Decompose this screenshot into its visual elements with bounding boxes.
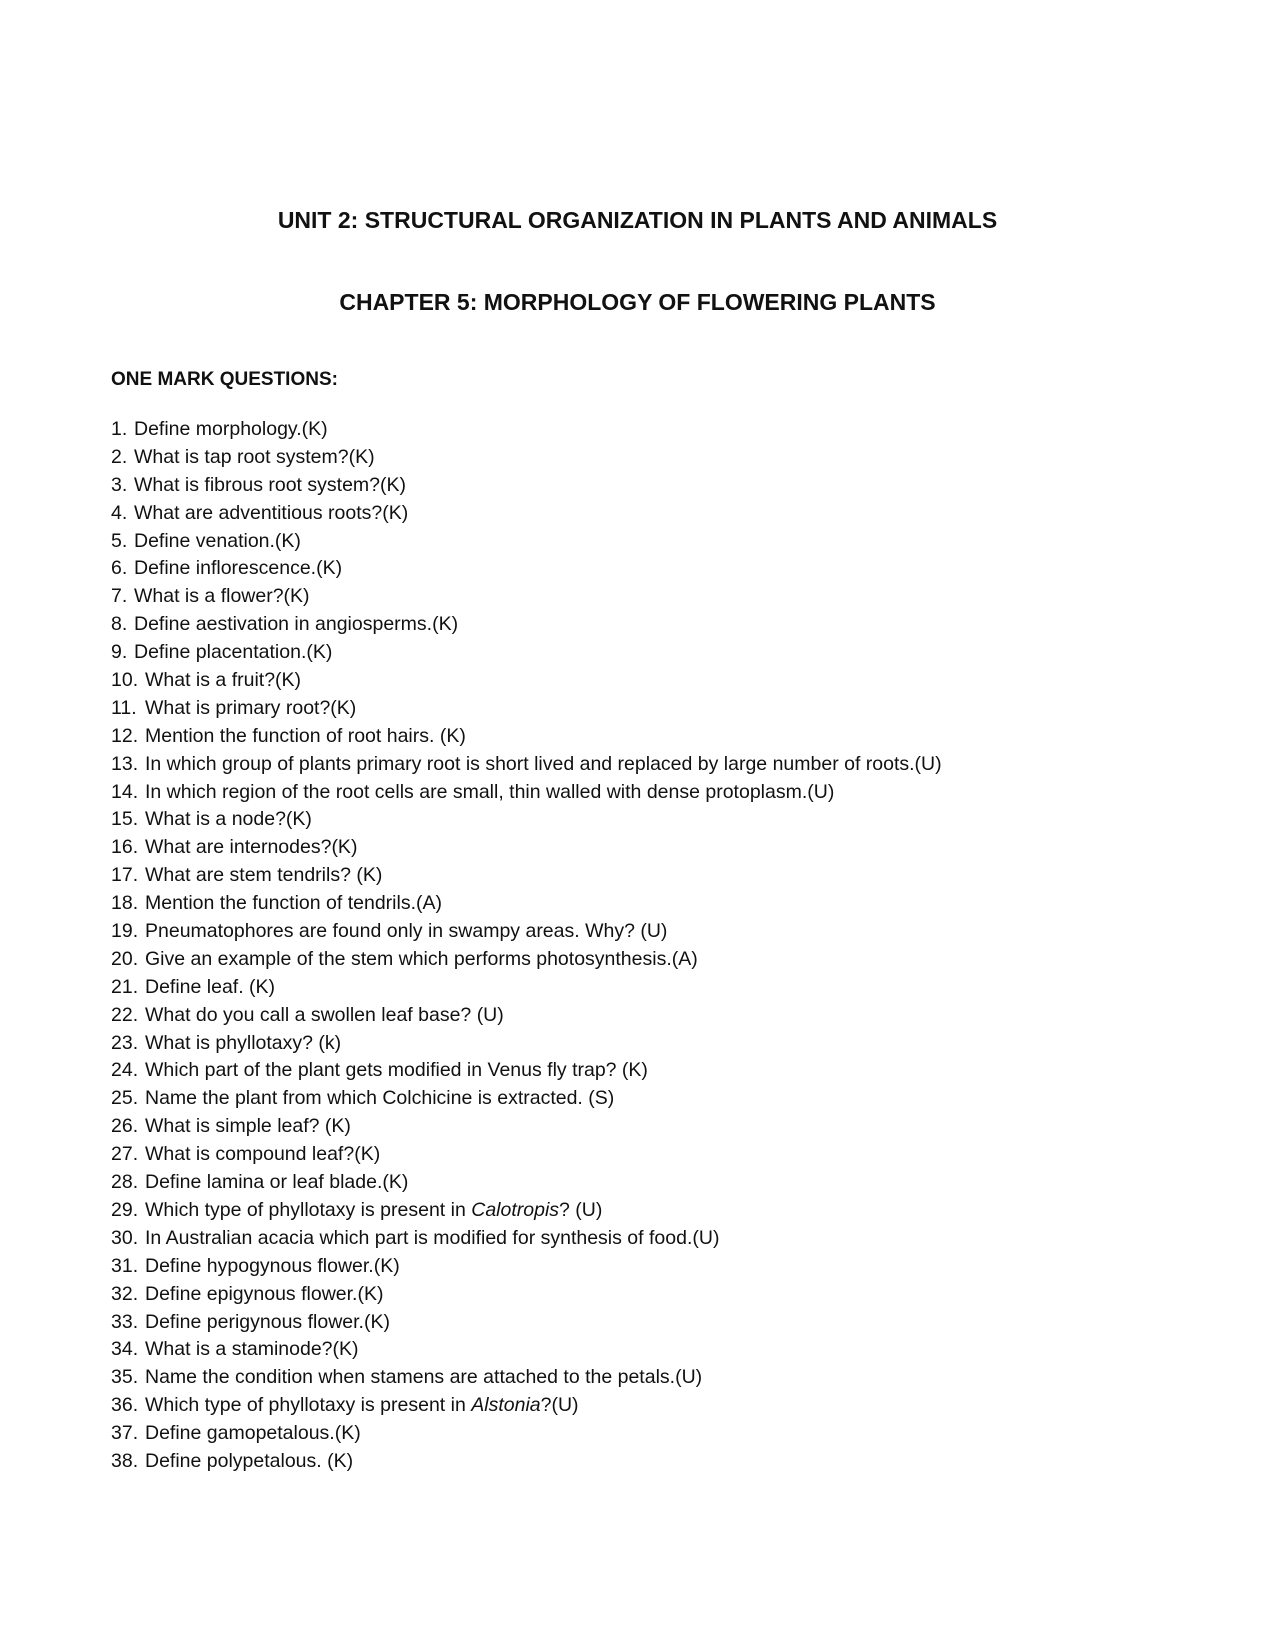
question-text-segment: Define gamopetalous.(K): [145, 1422, 361, 1445]
question-text-segment: What is phyllotaxy? (k): [145, 1031, 342, 1054]
question-item: [111, 1002, 1211, 1030]
question-item: [111, 555, 1211, 583]
question-item: [111, 1169, 1211, 1197]
question-item: [111, 1364, 1211, 1392]
question-text: [145, 1227, 719, 1249]
question-text-segment: Define leaf. (K): [145, 975, 276, 998]
question-number: 33.: [111, 1310, 139, 1333]
question-number: 13.: [111, 752, 139, 775]
question-text: [134, 641, 332, 663]
question-number: 30.: [111, 1226, 139, 1249]
question-text: [145, 1171, 408, 1193]
italic-term: Alstonia: [471, 1394, 541, 1417]
question-text: [134, 530, 301, 552]
question-text: [134, 418, 328, 440]
question-text-segment: Name the plant from which Colchicine is extracted. (S): [145, 1087, 615, 1110]
question-item: [111, 1420, 1211, 1448]
question-number: 34.: [111, 1338, 139, 1361]
question-text-segment: Name the condition when stamens are attached to the petals.(U): [145, 1366, 703, 1389]
question-text-segment: Define morphology.(K): [134, 418, 328, 440]
chapter-title: CHAPTER 5: MORPHOLOGY OF FLOWERING PLANTS: [339, 289, 936, 315]
question-item: [111, 974, 1211, 1002]
question-text: [134, 446, 375, 468]
question-number: 31.: [111, 1254, 139, 1277]
question-text: [145, 1283, 383, 1305]
question-number: 10.: [111, 669, 139, 692]
question-text-segment: What do you call a swollen leaf base? (U): [145, 1003, 504, 1026]
question-text: [145, 976, 275, 998]
question-item: [111, 1141, 1211, 1169]
question-text-segment: What is a fruit?(K): [145, 669, 302, 692]
question-text: [145, 864, 382, 886]
question-number: 29.: [111, 1198, 139, 1221]
question-text: [134, 585, 310, 607]
question-text-segment: ? (U): [559, 1198, 603, 1221]
question-text-segment: In Australian acacia which part is modified for synthesis of food.(U): [145, 1226, 720, 1249]
question-item: [111, 1225, 1211, 1253]
question-list: [111, 416, 1211, 1476]
question-text-segment: In which region of the root cells are small, thin walled with dense protoplasm.(U): [145, 780, 835, 803]
question-item: [111, 528, 1211, 556]
question-text: [145, 1422, 361, 1444]
question-text-segment: Define venation.(K): [134, 529, 301, 552]
question-text-segment: Give an example of the stem which performs photosynthesis.(A): [145, 947, 698, 970]
question-text: [145, 1450, 353, 1472]
question-item: [111, 1057, 1211, 1085]
question-text: [145, 920, 667, 942]
question-text: [145, 1311, 390, 1333]
question-text-segment: Mention the function of root hairs. (K): [145, 724, 466, 747]
question-item: [111, 611, 1211, 639]
question-text: [145, 1059, 648, 1081]
question-text: [145, 1366, 702, 1388]
question-text-segment: Define epigynous flower.(K): [145, 1282, 384, 1305]
question-text: [145, 781, 834, 803]
question-text: [145, 669, 301, 691]
question-item: [111, 472, 1211, 500]
question-item: [111, 751, 1211, 779]
question-number: 8.: [111, 613, 128, 636]
question-text-segment: ?(U): [540, 1394, 579, 1417]
question-number: 36.: [111, 1394, 139, 1417]
question-text-segment: Which type of phyllotaxy is present in: [145, 1198, 472, 1221]
question-number: 7.: [111, 585, 128, 608]
question-text-segment: What are stem tendrils? (K): [145, 864, 383, 887]
question-text: [134, 502, 408, 524]
question-item: [111, 1197, 1211, 1225]
question-number: 38.: [111, 1449, 139, 1472]
question-item: [111, 862, 1211, 890]
question-text: [145, 753, 942, 775]
question-item: [111, 723, 1211, 751]
question-item: [111, 444, 1211, 472]
question-number: 32.: [111, 1282, 139, 1305]
question-item: [111, 1253, 1211, 1281]
question-text: [145, 892, 442, 914]
question-number: 27.: [111, 1143, 139, 1166]
question-number: 20.: [111, 947, 139, 970]
question-item: [111, 667, 1211, 695]
question-number: 37.: [111, 1422, 139, 1445]
question-text-segment: Define polypetalous. (K): [145, 1449, 354, 1472]
question-text-segment: Define perigynous flower.(K): [145, 1310, 390, 1333]
question-number: 14.: [111, 780, 139, 803]
question-text-segment: What is primary root?(K): [145, 696, 357, 719]
question-text: [145, 808, 312, 830]
question-item: [111, 918, 1211, 946]
question-text: [145, 1394, 579, 1416]
question-item: [111, 1309, 1211, 1337]
question-text-segment: What is a staminode?(K): [145, 1338, 359, 1361]
question-item: [111, 1336, 1211, 1364]
question-number: 16.: [111, 836, 139, 859]
question-number: 26.: [111, 1115, 139, 1138]
question-number: 17.: [111, 864, 139, 887]
question-item: [111, 806, 1211, 834]
question-number: 24.: [111, 1059, 139, 1082]
question-text-segment: Define placentation.(K): [134, 641, 333, 664]
question-text: [145, 697, 356, 719]
question-text: [145, 725, 466, 747]
question-text: [145, 1338, 359, 1360]
question-item: [111, 583, 1211, 611]
question-item: [111, 416, 1211, 444]
question-number: 5.: [111, 529, 128, 552]
question-text-segment: Pneumatophores are found only in swampy areas. Why? (U): [145, 920, 668, 943]
question-item: [111, 1448, 1211, 1476]
question-text: [145, 1115, 351, 1137]
question-text-segment: Define inflorescence.(K): [134, 557, 343, 580]
question-number: 21.: [111, 975, 139, 998]
question-number: 11.: [111, 696, 137, 719]
question-text: [145, 1255, 400, 1277]
question-text-segment: In which group of plants primary root is short lived and replaced by large number of roots.(U): [145, 752, 942, 775]
question-text: [145, 1004, 504, 1026]
question-item: [111, 834, 1211, 862]
question-text-segment: Define lamina or leaf blade.(K): [145, 1171, 409, 1194]
italic-term: Calotropis: [471, 1198, 560, 1221]
question-number: 22.: [111, 1003, 139, 1026]
question-number: 6.: [111, 557, 128, 580]
question-item: [111, 946, 1211, 974]
unit-title: UNIT 2: STRUCTURAL ORGANIZATION IN PLANTS AND ANIMALS: [277, 207, 998, 233]
question-text-segment: Which type of phyllotaxy is present in: [145, 1394, 472, 1417]
question-text: [134, 474, 406, 496]
question-text-segment: Mention the function of tendrils.(A): [145, 892, 442, 915]
question-text: [134, 613, 458, 635]
question-number: 19.: [111, 920, 139, 943]
question-item: [111, 500, 1211, 528]
question-number: 35.: [111, 1366, 139, 1389]
question-text: [145, 1032, 341, 1054]
question-number: 9.: [111, 641, 128, 664]
question-text-segment: What is simple leaf? (K): [145, 1115, 351, 1138]
question-number: 3.: [111, 473, 128, 496]
question-text-segment: What are internodes?(K): [145, 836, 358, 859]
question-number: 28.: [111, 1171, 139, 1194]
question-number: 15.: [111, 808, 139, 831]
question-number: 18.: [111, 892, 139, 915]
question-number: 25.: [111, 1087, 139, 1110]
question-text: [145, 1199, 602, 1221]
question-item: [111, 779, 1211, 807]
question-text-segment: What is compound leaf?(K): [145, 1143, 381, 1166]
question-text: [145, 948, 698, 970]
question-text-segment: What is tap root system?(K): [134, 445, 375, 468]
question-text-segment: What is a node?(K): [145, 808, 312, 831]
question-text: [145, 1143, 380, 1165]
question-item: [111, 695, 1211, 723]
question-text: [145, 1087, 614, 1109]
question-text: [145, 836, 357, 858]
question-item: [111, 639, 1211, 667]
question-text-segment: What are adventitious roots?(K): [134, 501, 409, 524]
question-item: [111, 1392, 1211, 1420]
question-item: [111, 1030, 1211, 1058]
question-number: 23.: [111, 1031, 139, 1054]
question-item: [111, 1281, 1211, 1309]
question-number: 1.: [111, 418, 128, 440]
question-text-segment: Define aestivation in angiosperms.(K): [134, 613, 459, 636]
question-number: 12.: [111, 724, 139, 747]
question-item: [111, 1113, 1211, 1141]
question-text-segment: What is fibrous root system?(K): [134, 473, 406, 496]
question-number: 4.: [111, 501, 128, 524]
question-text-segment: Which part of the plant gets modified in Venus fly trap? (K): [145, 1059, 648, 1082]
question-text: [134, 557, 342, 579]
question-number: 2.: [111, 445, 128, 468]
question-item: [111, 890, 1211, 918]
question-item: [111, 1085, 1211, 1113]
question-text-segment: Define hypogynous flower.(K): [145, 1254, 400, 1277]
question-text-segment: What is a flower?(K): [134, 585, 310, 608]
section-heading: ONE MARK QUESTIONS:: [111, 369, 338, 390]
